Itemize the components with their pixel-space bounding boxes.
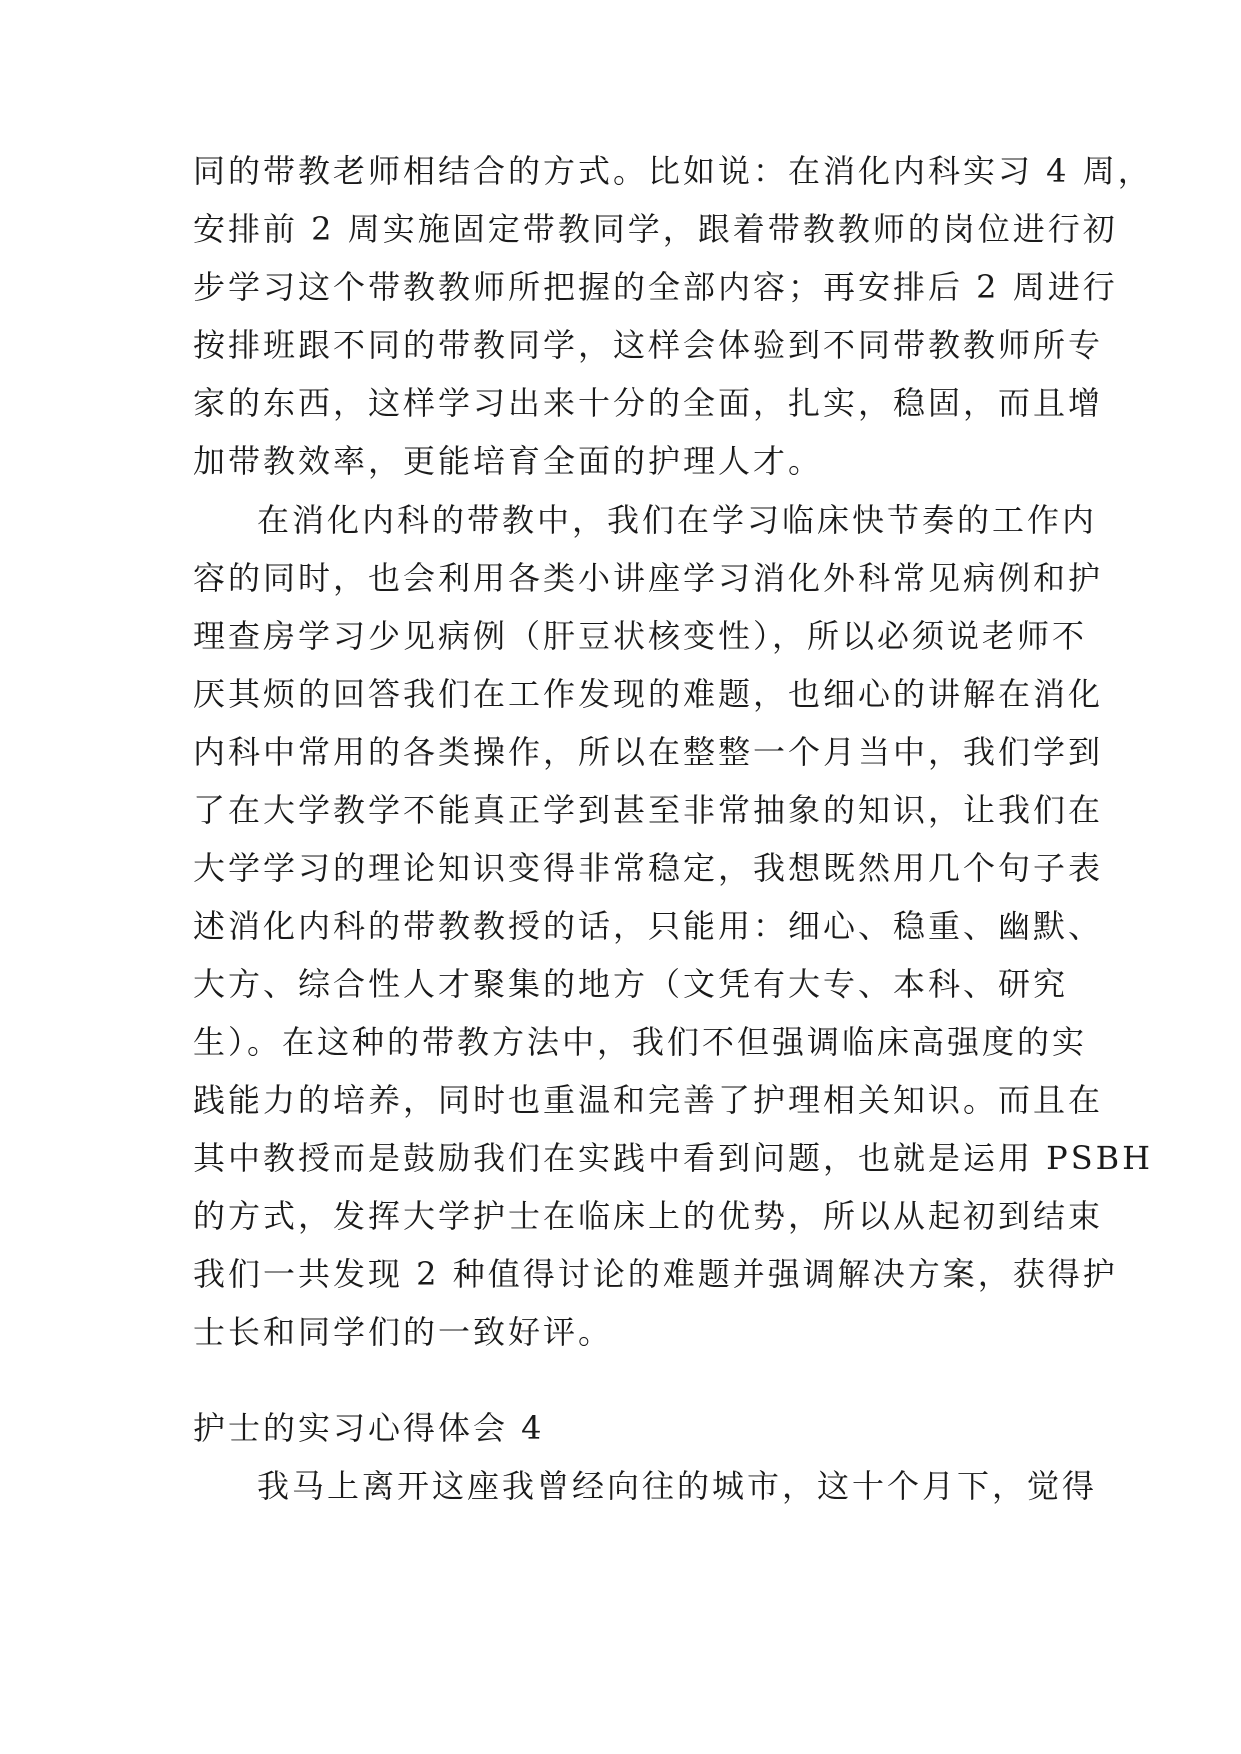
text-line: 家的东西，这样学习出来十分的全面，扎实，稳固，而且增 xyxy=(193,384,1104,422)
text-line: 生）。在这种的带教方法中，我们不但强调临床高强度的实 xyxy=(193,1023,1088,1061)
text-line: 我们一共发现 2 种值得讨论的难题并强调解决方案，获得护 xyxy=(193,1255,1118,1293)
text-line: 厌其烦的回答我们在工作发现的难题，也细心的讲解在消化 xyxy=(193,675,1104,713)
section-heading: 护士的实习心得体会 4 xyxy=(193,1409,545,1447)
text-line: 士长和同学们的一致好评。 xyxy=(193,1313,614,1351)
text-line: 内科中常用的各类操作，所以在整整一个月当中，我们学到 xyxy=(193,733,1104,771)
text-line: 述消化内科的带教教授的话，只能用：细心、稳重、幽默、 xyxy=(193,907,1104,945)
text-line: 理查房学习少见病例（肝豆状核变性），所以必须说老师不 xyxy=(193,617,1088,655)
text-line: 大学学习的理论知识变得非常稳定，我想既然用几个句子表 xyxy=(193,849,1104,887)
text-line: 了在大学教学不能真正学到甚至非常抽象的知识，让我们在 xyxy=(193,791,1104,829)
text-line: 同的带教老师相结合的方式。比如说：在消化内科实习 4 周， xyxy=(193,152,1153,190)
text-line: 安排前 2 周实施固定带教同学，跟着带教教师的岗位进行初 xyxy=(193,210,1118,248)
text-line: 其中教授而是鼓励我们在实践中看到问题，也就是运用 PSBH xyxy=(193,1139,1154,1177)
text-line: 我马上离开这座我曾经向往的城市，这十个月下，觉得 xyxy=(257,1467,1098,1505)
text-line: 的方式，发挥大学护士在临床上的优势，所以从起初到结束 xyxy=(193,1197,1104,1235)
text-line: 按排班跟不同的带教同学，这样会体验到不同带教教师所专 xyxy=(193,326,1104,364)
text-line: 在消化内科的带教中，我们在学习临床快节奏的工作内 xyxy=(257,501,1098,539)
text-line: 步学习这个带教教师所把握的全部内容；再安排后 2 周进行 xyxy=(193,268,1118,306)
text-line: 大方、综合性人才聚集的地方（文凭有大专、本科、研究 xyxy=(193,965,1069,1003)
text-line: 践能力的培养，同时也重温和完善了护理相关知识。而且在 xyxy=(193,1081,1104,1119)
text-line: 加带教效率，更能培育全面的护理人才。 xyxy=(193,442,824,480)
text-line: 容的同时，也会利用各类小讲座学习消化外科常见病例和护 xyxy=(193,559,1104,597)
